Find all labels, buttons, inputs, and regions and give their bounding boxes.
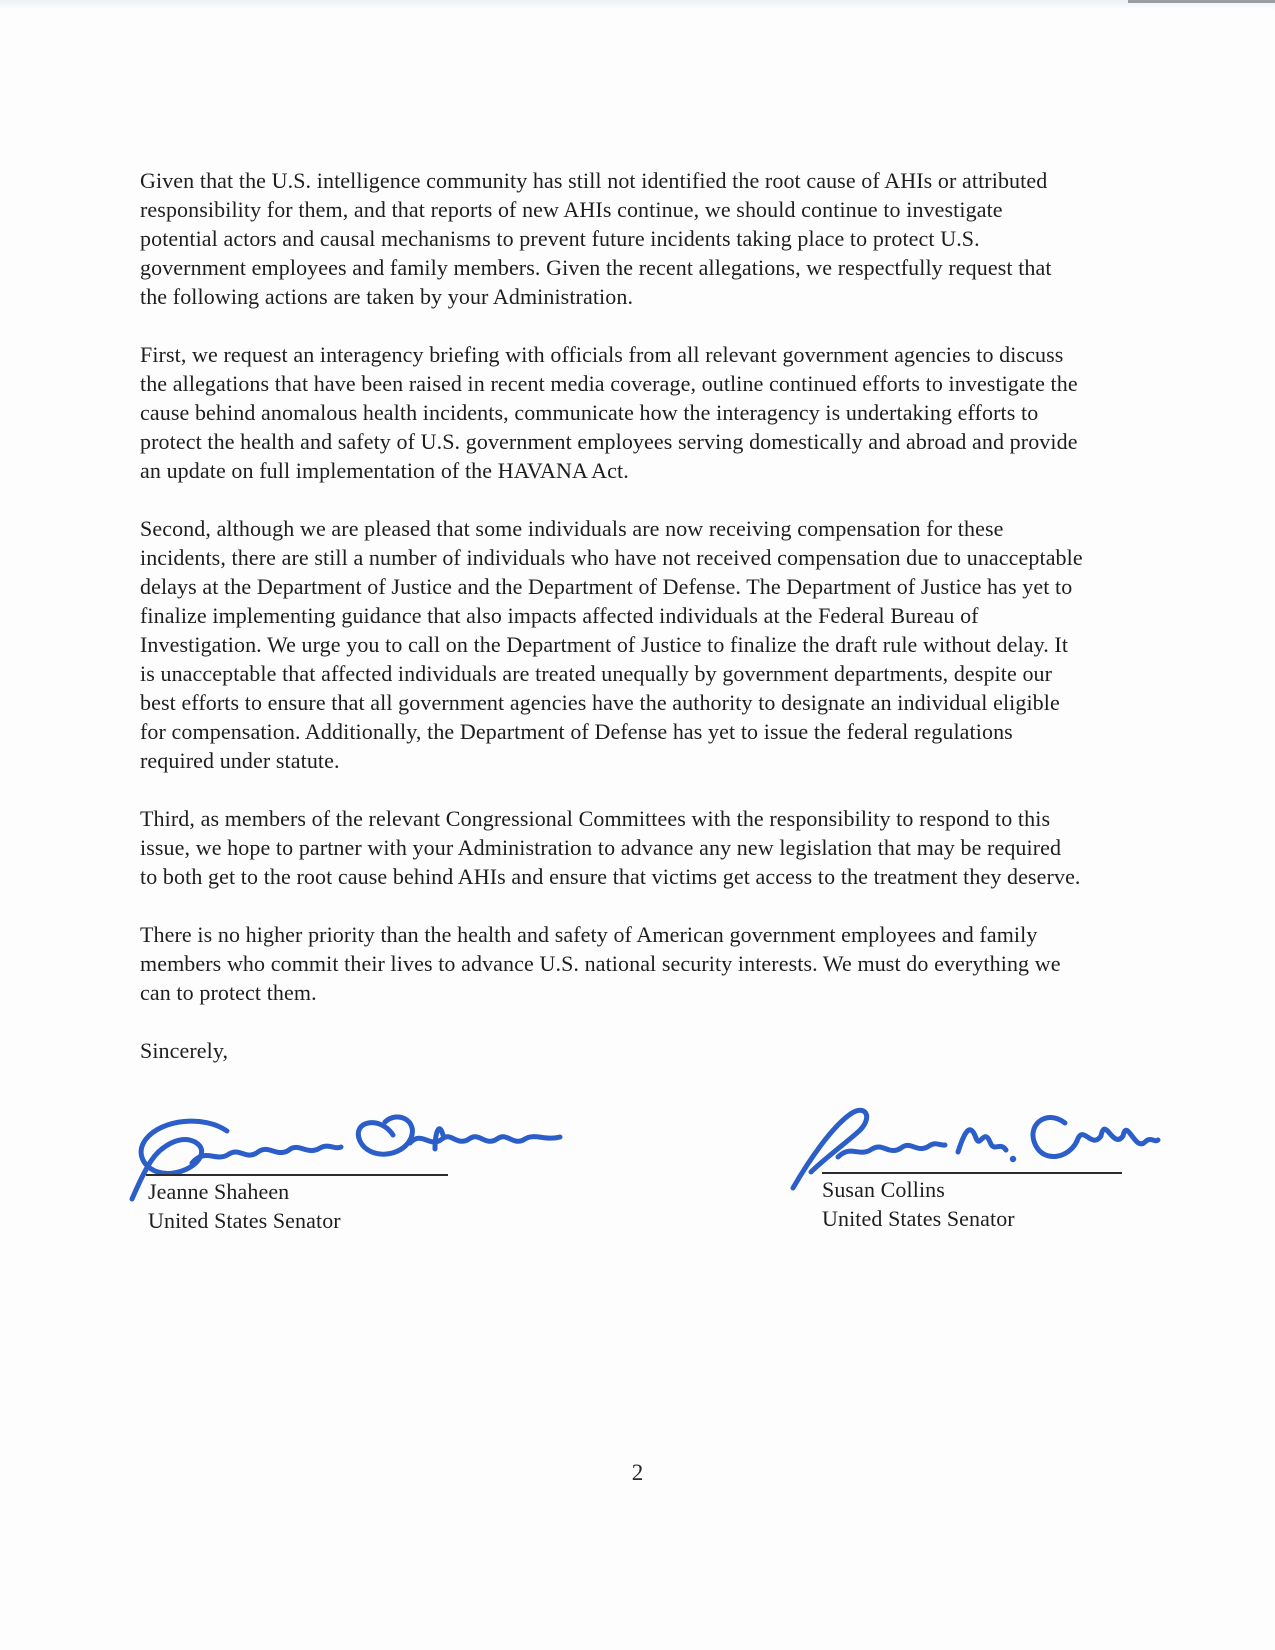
paragraph-priority: There is no higher priority than the health and safety of American government employees and family members who commit their lives to advance U.S. national security interests. We must do everything we can to protect them. <box>140 922 1061 1005</box>
jeanne-shaheen-signature-line <box>146 1174 448 1176</box>
page-number: 2 <box>631 1460 644 1485</box>
signature-area <box>140 1073 1084 1283</box>
paragraph-first-request: First, we request an interagency briefing with officials from all relevant government agencies to discuss the allegations that have been raised in recent media coverage, outline continued efforts to investigate the cause behind anomalous health incidents, communicate how the interagency is undertaking efforts to protect the health and safety of U.S. government employees serving domestically and abroad and provide an update on full implementation of the HAVANA Act. <box>140 342 1078 483</box>
susan-collins-signature-line <box>822 1172 1122 1174</box>
susan-collins-printed-name: Susan Collins <box>822 1177 945 1202</box>
letter-body <box>140 166 1084 1283</box>
paragraph-second-request: Second, although we are pleased that some individuals are now receiving compensation for these incidents, there are still a number of individuals who have not received compensation due to unacceptable delays at the Department of Justice and the Department of Defense. The Department of Justice has yet to finalize implementing guidance that also impacts affected individuals at the Federal Bureau of Investigation. We urge you to call on the Department of Justice to finalize the draft rule without delay. It is unacceptable that affected individuals are treated unequally by government departments, despite our best efforts to ensure that all government agencies have the authority to designate an individual eligible for compensation. Additionally, the Department of Defense has yet to issue the federal regulations required under statute. <box>140 516 1083 773</box>
paragraph-third-request: Third, as members of the relevant Congressional Committees with the responsibility to respond to this issue, we hope to partner with your Administration to advance any new legislation that may be required to both get to the root cause behind AHIs and ensure that victims get access to the treatment they deserve. <box>140 806 1081 889</box>
susan-collins-title: United States Senator <box>822 1206 1015 1231</box>
jeanne-shaheen-title: United States Senator <box>148 1208 341 1233</box>
closing-salutation: Sincerely, <box>140 1038 229 1063</box>
jeanne-shaheen-printed-name: Jeanne Shaheen <box>148 1179 290 1204</box>
paragraph-root-cause: Given that the U.S. intelligence community has still not identified the root cause of AHIs or attributed responsibility for them, and that reports of new AHIs continue, we should continue to investigate potential actors and causal mechanisms to prevent future incidents taking place to protect U.S. government employees and family members. Given the recent allegations, we respectfully request that the following actions are taken by your Administration. <box>140 168 1052 309</box>
scan-artifact-top-right-line <box>1128 0 1275 3</box>
scan-artifact-top-strip <box>0 0 1275 9</box>
